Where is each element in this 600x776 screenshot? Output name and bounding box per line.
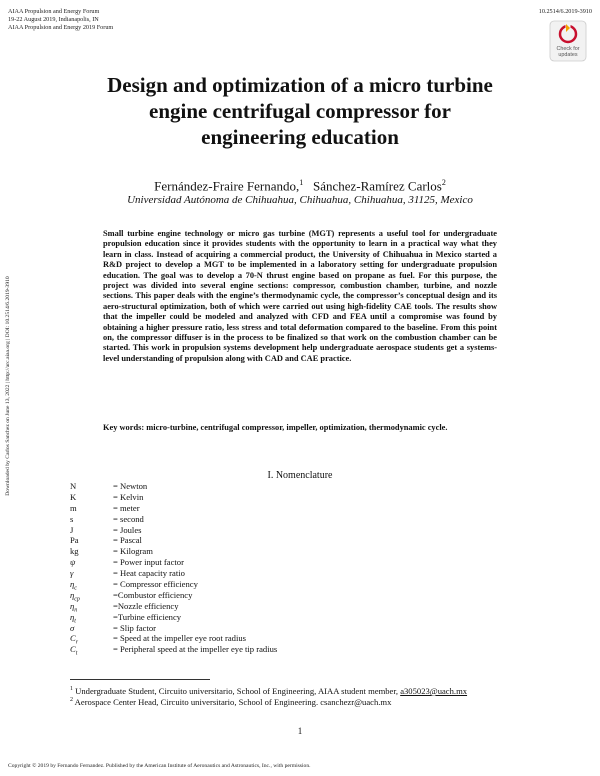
nomenclature-symbol	[70, 492, 110, 503]
footnote-1-email-link[interactable]: a305023@uach.mx	[400, 685, 468, 696]
symbol-glyph: σ	[70, 622, 75, 633]
author-2: Sánchez-Ramírez Carlos	[312, 178, 442, 194]
title-line: engineering education	[201, 125, 399, 149]
symbol-glyph: Pa	[70, 535, 79, 546]
header-line: AIAA Propulsion and Energy Forum	[8, 8, 100, 15]
author-1-footnote-mark: 1	[299, 178, 304, 187]
symbol-glyph: J	[70, 524, 74, 535]
author-2-footnote-mark: 2	[441, 178, 446, 187]
nomenclature-symbol	[70, 525, 110, 536]
nomenclature-definition: = Newton	[113, 481, 148, 491]
affiliation: Universidad Autónoma de Chihuahua, Chihuahua, Chihuahua, 31125, Mexico	[127, 194, 473, 206]
symbol-subscript: cp	[74, 596, 80, 603]
section-title-nomenclature: I. Nomenclature	[267, 470, 333, 481]
nomenclature-definition: = meter	[113, 502, 140, 513]
authors	[0, 178, 600, 194]
symbol-glyph: η	[70, 589, 75, 600]
symbol-glyph: η	[70, 600, 75, 611]
author-1: Fernández-Fraire Fernando,	[154, 178, 300, 194]
symbol-subscript: c	[74, 585, 77, 592]
footnote-2-mark: 2	[70, 697, 73, 703]
nomenclature-symbol	[70, 514, 110, 525]
copyright-notice: Copyright © 2019 by Fernando Fernandez. Published by the American Institute of Aeronautics and Astronautics, Inc., with permission.	[8, 763, 311, 769]
symbol-glyph: η	[70, 611, 75, 622]
symbol-glyph: s	[70, 513, 74, 524]
nomenclature-definition: = Compressor efficiency	[113, 579, 198, 590]
symbol-glyph: kg	[70, 546, 79, 557]
symbol-subscript: r	[75, 640, 79, 647]
footnote-2	[70, 695, 391, 708]
doi-text: 10.2514/6.2019-3910	[538, 8, 592, 15]
nomenclature-definition: = Slip factor	[113, 622, 157, 633]
symbol-glyph: N	[70, 481, 77, 491]
symbol-glyph: ψ	[70, 557, 76, 568]
conference-header	[8, 8, 113, 32]
nomenclature-symbol	[70, 568, 110, 579]
footnote-1-mark: 1	[70, 686, 73, 692]
nomenclature-definition: = Heat capacity ratio	[113, 568, 185, 579]
nomenclature-symbol	[70, 623, 110, 634]
footnote-1-text: Undergraduate Student, Circuito universitario, School of Engineering, AIAA student member,	[73, 685, 401, 696]
check-for-updates-badge[interactable]	[548, 20, 588, 62]
symbol-glyph: γ	[70, 568, 74, 579]
symbol-glyph: K	[70, 491, 77, 502]
footnote-divider	[70, 679, 210, 680]
nomenclature-definition: =Turbine efficiency	[113, 611, 182, 622]
nomenclature-symbol	[70, 481, 110, 492]
symbol-glyph: C	[70, 644, 76, 655]
nomenclature-symbol	[70, 503, 110, 514]
download-side-note: Downloaded by Carlos Sanchez on June 13, 2022 | http://arc.aiaa.org | DOI: 10.2514/6.2019-3910	[5, 276, 11, 496]
nomenclature-definition: = Kelvin	[113, 491, 144, 502]
header-line: AIAA Propulsion and Energy 2019 Forum	[8, 24, 114, 31]
symbol-glyph: m	[70, 502, 77, 513]
nomenclature-definition: = Pascal	[113, 535, 142, 546]
nomenclature-symbol	[70, 535, 110, 546]
nomenclature-definition: = second	[113, 513, 144, 524]
nomenclature-definition: =Combustor efficiency	[113, 589, 193, 600]
page-number: 1	[297, 726, 303, 736]
badge-label-2: updates	[558, 52, 578, 58]
nomenclature-symbol	[70, 546, 110, 557]
symbol-subscript: t	[74, 618, 76, 625]
nomenclature-definition: = Peripheral speed at the impeller eye tip radius	[113, 644, 278, 655]
header-line: 19-22 August 2019, Indianapolis, IN	[8, 16, 99, 23]
nomenclature-definition: = Speed at the impeller eye root radius	[113, 633, 246, 644]
nomenclature-definition: = Power input factor	[113, 557, 184, 568]
title-line: Design and optimization of a micro turbine	[107, 73, 493, 97]
nomenclature-symbol	[70, 557, 110, 568]
nomenclature-definition: =Nozzle efficiency	[113, 600, 179, 611]
nomenclature-definition: = Joules	[113, 524, 142, 535]
keywords: Key words: micro-turbine, centrifugal compressor, impeller, optimization, thermodynamic cycle.	[103, 423, 448, 432]
title-line: engine centrifugal compressor for	[149, 99, 451, 123]
symbol-glyph: C	[70, 633, 76, 644]
nomenclature-definition: = Kilogram	[113, 546, 153, 557]
check-for-updates-icon	[548, 20, 588, 62]
nomenclature-symbol	[70, 644, 110, 660]
paper-title	[40, 72, 560, 150]
symbol-subscript: n	[74, 607, 78, 614]
footnote-2-text: Aerospace Center Head, Circuito universitario, School of Engineering. csanchezr@uach.mx	[73, 696, 392, 707]
symbol-subscript: t	[75, 651, 78, 658]
badge-label-1: Check for	[556, 46, 580, 52]
symbol-glyph: η	[70, 579, 75, 590]
abstract: Small turbine engine technology or micro gas turbine (MGT) represents a useful tool for undergraduate propulsion education since it provides students with the opportunity to learn in a practical way what they learn in class. Instead of acquiring a commercial product, the University of Chihuahua in Mexico started a R&D project to develop a MGT to be implemented in a laboratory setting for undergraduate propulsion education. The goal was to develop a 70-N thrust engine based on propane as fuel. For this purpose, the project was divided into several engine sections: compressor, combustion chamber, turbine, and nozzle sections. This paper deals with the engine’s thermodynamic cycle, the compressor’s conceptual design and its aero-structural optimization, both of which were carried out using high-fidelity CAE tools. The results show that the impeller could be modeled and analyzed with CFD and FEA until a compromise was found by obtaining a higher pressure ratio, less stress and total deformation compared to the baseline. From this point on, the compressor diffuser is in the process to be finalized so that work on the combustion chamber can be started. This work in propulsion systems development help undergraduate aerospace students get a systems-level understanding of propulsion along with CAD and CAE practice.	[103, 229, 497, 363]
